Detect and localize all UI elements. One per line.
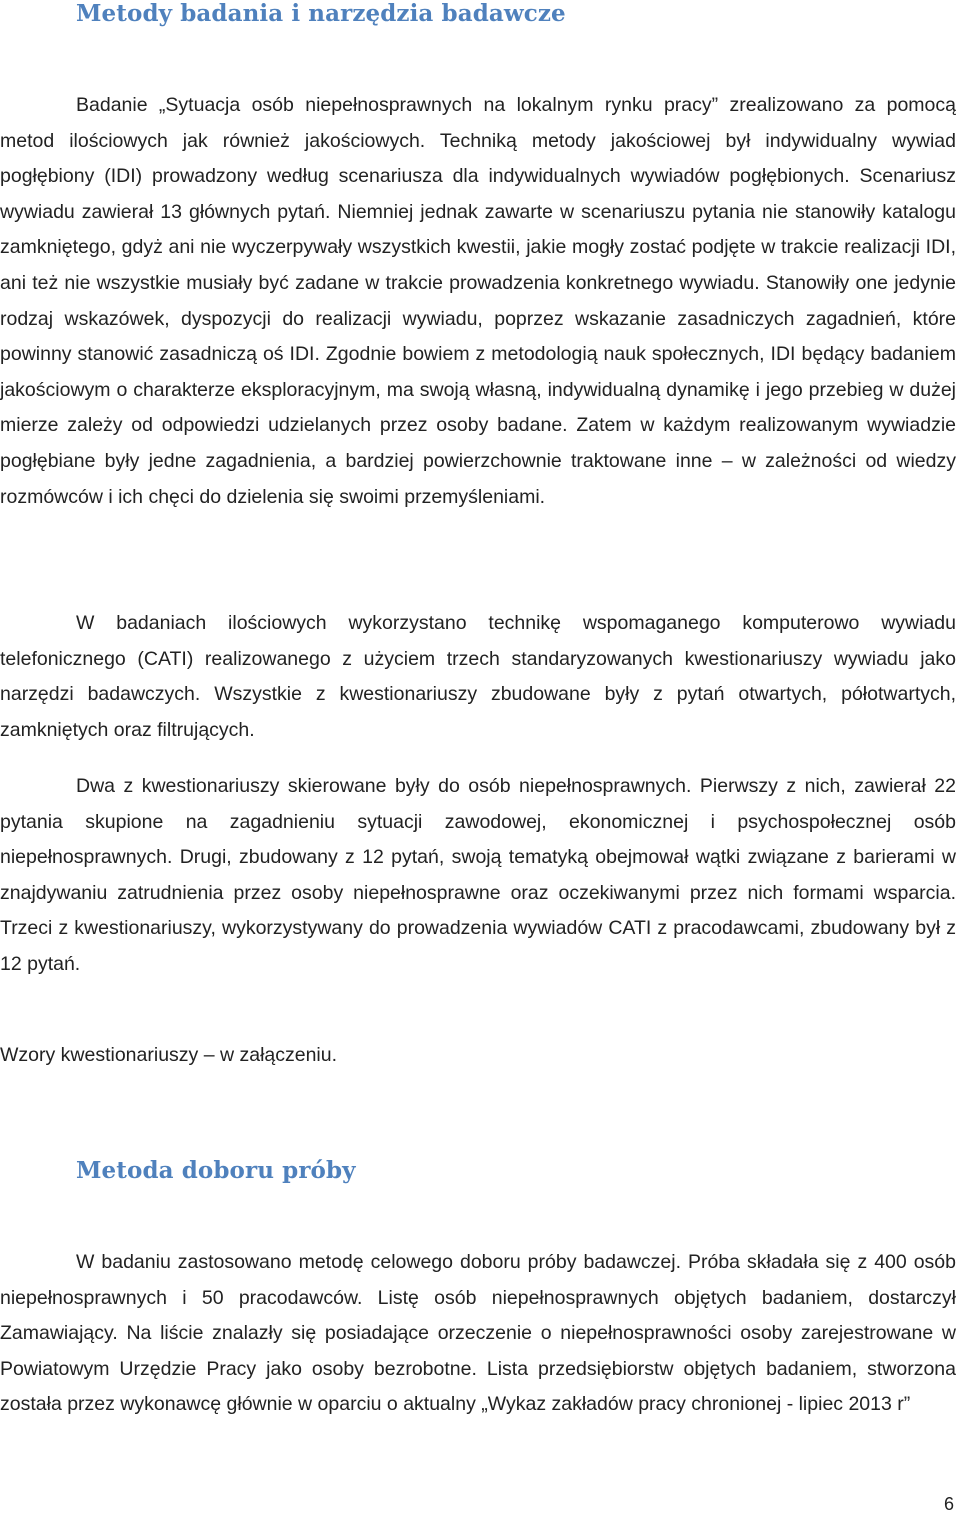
paragraph-quantitative-methods: W badaniach ilościowych wykorzystano technikę wspomaganego komputerowo wywiadu telefonicznego (CATI) realizowanego z użyciem trzech standaryzowanych kwestionariuszy wywiadu jako narzędzi badawczych. Wszystkie z kwestionariuszy zbudowane były z pytań otwartych, półotwartych, zamkniętych oraz filtrujących.	[0, 612, 956, 741]
paragraph-sampling-method: W badaniu zastosowano metodę celowego doboru próby badawczej. Próba składała się z 400 osób niepełnosprawnych i 50 pracodawców. Listę osób niepełnosprawnych objętych badaniem, dostarczył Zamawiający. Na liście znalazły się posiadające orzeczenie o niepełnosprawności osoby zarejestrowane w Powiatowym Urzędzie Pracy jako osoby bezrobotne. Lista przedsiębiorstw objętych badaniem, stworzona została przez wykonawcę głównie w oparciu o aktualny „Wykaz zakładów pracy chronionej - lipiec 2013 r”	[0, 1251, 956, 1416]
paragraph-questionnaire-templates: Wzory kwestionariuszy – w załączeniu.	[0, 1044, 338, 1066]
paragraph-questionnaires: Dwa z kwestionariuszy skierowane były do osób niepełnosprawnych. Pierwszy z nich, zawierał 22 pytania skupione na zagadnieniu sytuacji zawodowej, ekonomicznej i psychospołecznej osób niepełnosprawnych. Drugi, zbudowany z 12 pytań, swoją tematyką obejmował wątki związane z barierami w znajdywaniu zatrudnienia przez osoby niepełnosprawne oraz oczekiwanymi przez nich formami wsparcia. Trzeci z kwestionariuszy, wykorzystywany do prowadzenia wywiadów CATI z pracodawcami, zbudowany był z 12 pytań.	[0, 775, 956, 975]
section-heading-sampling: Metoda doboru próby	[76, 1157, 356, 1184]
section-heading-methods: Metody badania i narzędzia badawcze	[76, 0, 566, 27]
page-number: 6	[943, 1494, 954, 1514]
paragraph-qualitative-methods: Badanie „Sytuacja osób niepełnosprawnych na lokalnym rynku pracy” zrealizowano za pomocą metod ilościowych jak również jakościowych. Techniką metody jakościowej był indywidualny wywiad pogłębiony (IDI) prowadzony według scenariusza dla indywidualnych wywiadów pogłębionych. Scenariusz wywiadu zawierał 13 głównych pytań. Niemniej jednak zawarte w scenariuszu pytania nie stanowiły katalogu zamkniętego, gdyż ani nie wyczerpywały wszystkich kwestii, jakie mogły zostać podjęte w trakcie realizacji IDI, ani też nie wszystkie musiały być zadane w trakcie prowadzenia konkretnego wywiadu. Stanowiły one jedynie rodzaj wskazówek, dyspozycji do realizacji wywiadu, poprzez wskazanie zasadniczych zagadnień, które powinny stanowić zasadniczą oś IDI. Zgodnie bowiem z metodologią nauk społecznych, IDI będący badaniem jakościowym o charakterze eksploracyjnym, ma swoją własną, indywidualną dynamikę i jego przebieg w dużej mierze zależy od odpowiedzi udzielanych przez osoby badane. Zatem w każdym realizowanym wywiadzie pogłębiane były jedne zagadnienia, a bardziej powierzchownie traktowane inne – w zależności od wiedzy rozmówców i ich chęci do dzielenia się swoimi przemyśleniami.	[0, 94, 956, 508]
